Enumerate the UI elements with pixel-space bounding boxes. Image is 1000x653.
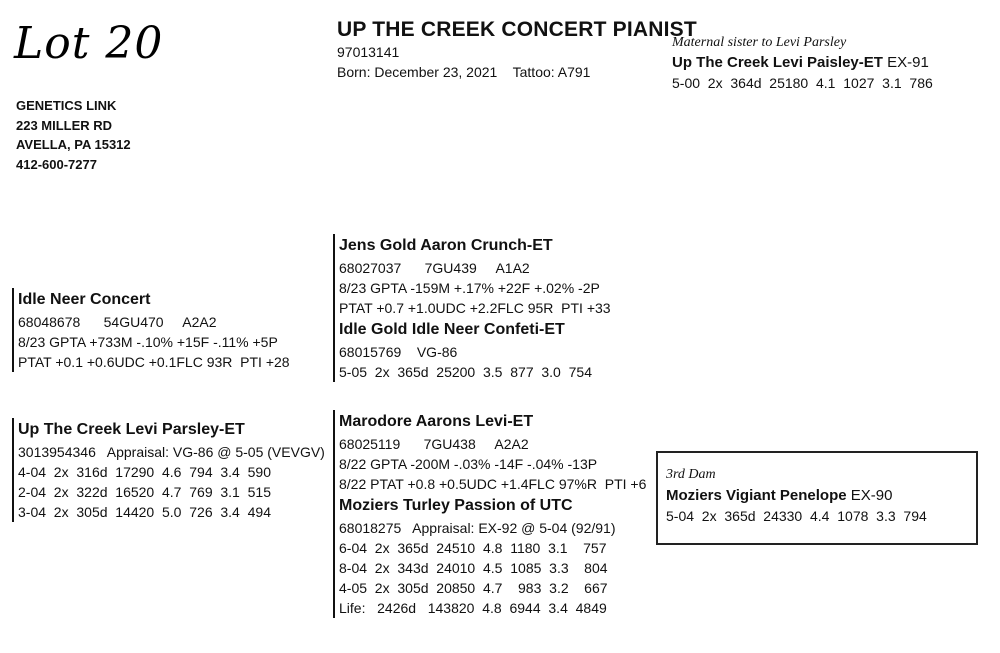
dam-sire-line2: 8/22 GPTA -200M -.03% -14F -.04% -13P — [339, 456, 598, 472]
sire-line1: 68048678 54GU470 A2A2 — [18, 314, 217, 330]
sire-name: Idle Neer Concert — [18, 291, 151, 308]
sister-note: Maternal sister to Levi Parsley — [672, 35, 847, 50]
sire-line3: PTAT +0.1 +0.6UDC +0.1FLC 93R PTI +28 — [18, 354, 290, 370]
dam-sire-name: Marodore Aarons Levi-ET — [339, 413, 534, 430]
dam-dam-name: Moziers Turley Passion of UTC — [339, 497, 573, 514]
animal-reg: 97013141 — [337, 44, 400, 60]
sire-line2: 8/23 GPTA +733M -.10% +15F -.11% +5P — [18, 334, 278, 350]
sire-sire-block — [333, 234, 611, 382]
sire-sire-line1: 68027037 7GU439 A1A2 — [339, 260, 530, 276]
dam-dam-record-2: 8-04 2x 343d 24010 4.5 1085 3.3 804 — [339, 560, 608, 576]
dam-line1: 3013954346 Appraisal: VG-86 @ 5-05 (VEVGV) — [18, 444, 325, 460]
dam-record-3: 3-04 2x 305d 14420 5.0 726 3.4 494 — [18, 504, 271, 520]
sire-block — [12, 288, 290, 372]
dam-block — [12, 418, 325, 522]
dam-record-2: 2-04 2x 322d 16520 4.7 769 3.1 515 — [18, 484, 271, 500]
dam-dam-line1: 68018275 Appraisal: EX-92 @ 5-04 (92/91) — [339, 520, 616, 536]
dam-dam-record-1: 6-04 2x 365d 24510 4.8 1180 3.1 757 — [339, 540, 607, 556]
consignor-city: AVELLA, PA 15312 — [16, 137, 131, 152]
dam-sire-line1: 68025119 7GU438 A2A2 — [339, 436, 529, 452]
consignor-phone: 412-600-7277 — [16, 156, 97, 172]
dam-dam-lifetime: Life: 2426d 143820 4.8 6944 3.4 4849 — [339, 600, 607, 616]
maternal-sister — [672, 34, 933, 93]
third-dam-note: 3rd Dam — [666, 467, 716, 482]
sire-sire-name: Jens Gold Aaron Crunch-ET — [339, 237, 553, 254]
animal-header — [337, 18, 697, 82]
animal-name: UP THE CREEK CONCERT PIANIST — [337, 18, 697, 41]
sire-sire-line3: PTAT +0.7 +1.0UDC +2.2FLC 95R PTI +33 — [339, 300, 611, 316]
animal-born-tattoo: Born: December 23, 2021 Tattoo: A791 — [337, 64, 591, 80]
third-dam-box — [656, 451, 978, 545]
lot-number: Lot 20 — [14, 18, 164, 69]
sire-sire-line2: 8/23 GPTA -159M +.17% +22F +.02% -2P — [339, 280, 600, 296]
dam-name: Up The Creek Levi Parsley-ET — [18, 421, 245, 438]
third-dam-name: Moziers Vigiant Penelope — [666, 487, 847, 504]
third-dam-record: 5-04 2x 365d 24330 4.4 1078 3.3 794 — [666, 508, 927, 524]
sire-dam-name: Idle Gold Idle Neer Confeti-ET — [339, 321, 565, 338]
sire-dam-line1: 68015769 VG-86 — [339, 344, 458, 360]
third-dam-classification: EX-90 — [850, 487, 893, 504]
dam-dam-record-3: 4-05 2x 305d 20850 4.7 983 3.2 667 — [339, 580, 608, 596]
dam-sire-line3: 8/22 PTAT +0.8 +0.5UDC +1.4FLC 97%R PTI +6 — [339, 476, 647, 492]
dam-record-1: 4-04 2x 316d 17290 4.6 794 3.4 590 — [18, 464, 271, 480]
consignor-street: 223 MILLER RD — [16, 117, 113, 133]
sire-dam-line2: 5-05 2x 365d 25200 3.5 877 3.0 754 — [339, 364, 592, 380]
consignor-name: GENETICS LINK — [16, 98, 117, 113]
sister-name-line — [672, 52, 933, 73]
sister-classification: EX-91 — [887, 54, 929, 71]
third-dam-name-line — [666, 485, 976, 506]
dam-sire-block — [333, 410, 646, 618]
consignor-address — [16, 96, 131, 174]
sister-record: 5-00 2x 364d 25180 4.1 1027 3.1 786 — [672, 75, 933, 91]
sister-name: Up The Creek Levi Paisley-ET — [672, 54, 883, 71]
